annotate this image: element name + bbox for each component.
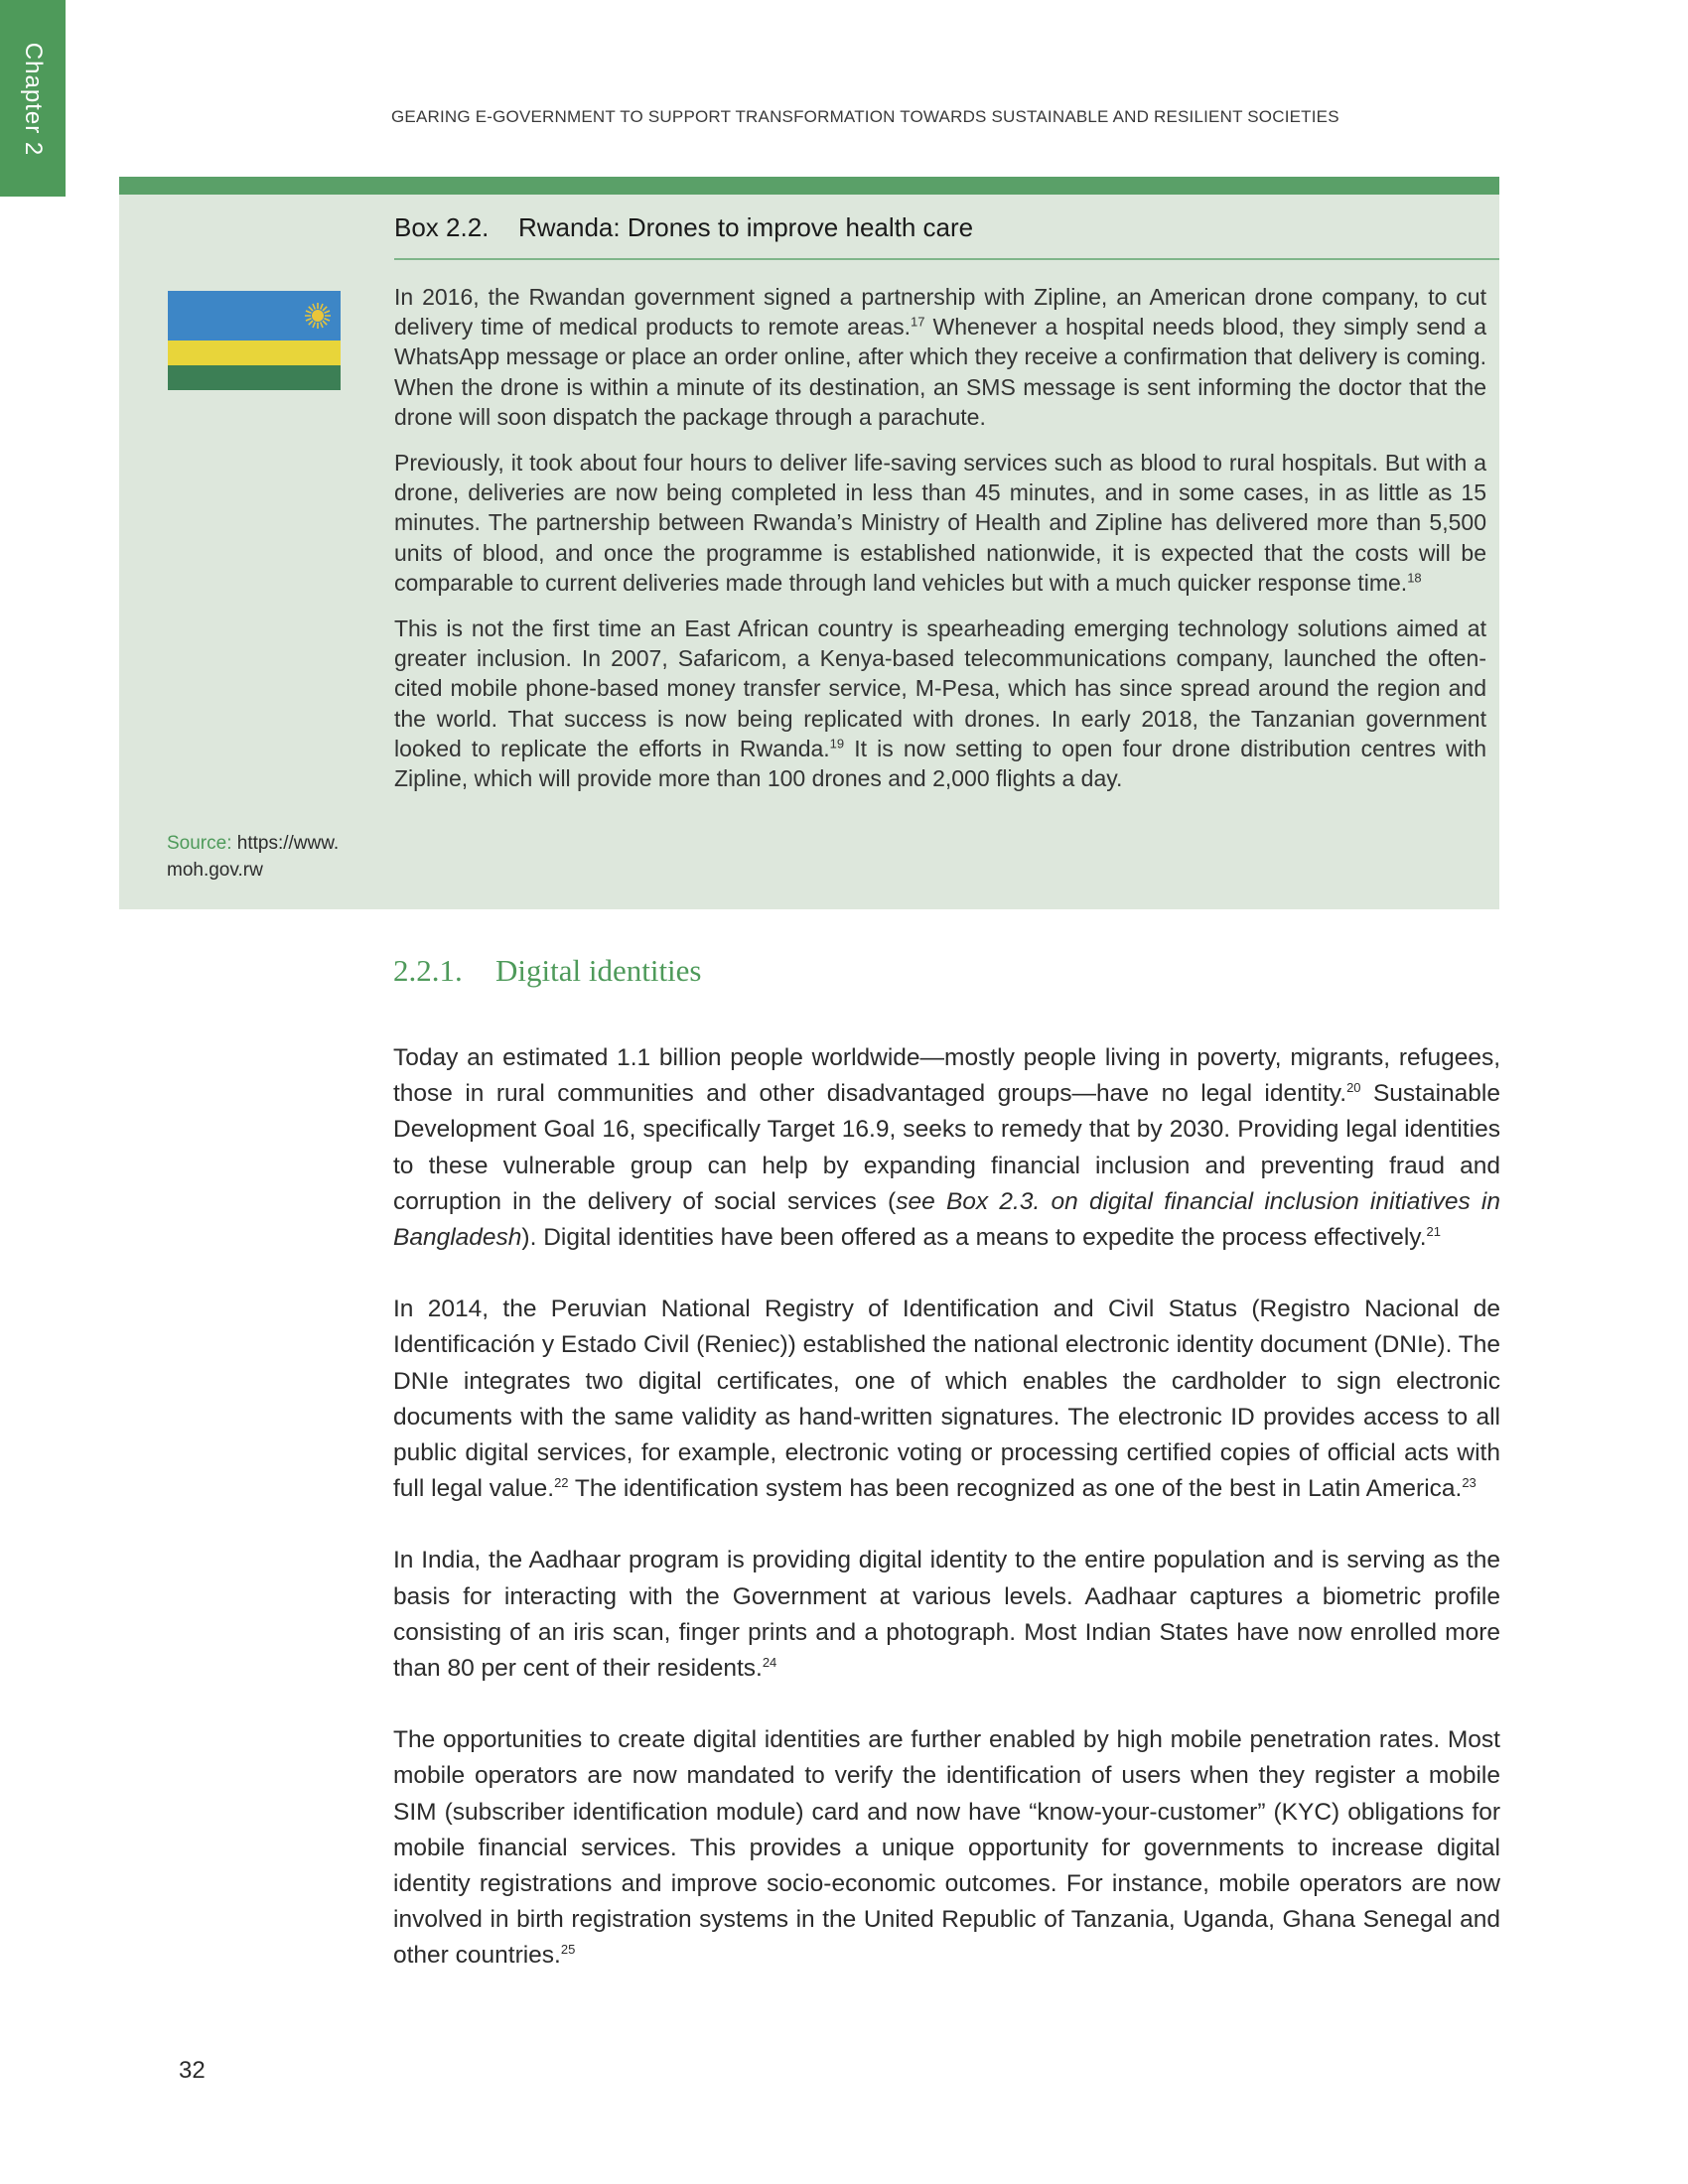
- section-heading: [393, 953, 702, 989]
- body-paragraph: In 2014, the Peruvian National Registry of Identification and Civil Status (Registro Nacional de Identificación y Estado Civil (Reniec)) established the national electronic identity document (DNIe). The DNIe integrates two digital certificates, one of which enables the cardholder to sign electronic documents with the same validity as hand-written signatures. The electronic ID provides access to all public digital services, for example, electronic voting or processing certified copies of official acts with full legal value.$^{22}$ The identification system has been recognized as one of the best in Latin America.$^{23}$: [393, 1296, 1500, 1503]
- running-header: GEARING E-GOVERNMENT TO SUPPORT TRANSFORMATION TOWARDS SUSTAINABLE AND RESILIENT SOCIETIES: [391, 107, 1339, 126]
- chapter-tab-label: Chapter 2: [20, 42, 47, 157]
- body-paragraph: The opportunities to create digital identities are further enabled by high mobile penetration rates. Most mobile operators are now mandated to verify the identification of users when they register a mobile SIM (subscriber identification module) card and now have “know-your-customer” (KYC) obligations for mobile financial services. This provides a unique opportunity for governments to increase digital identity registrations and improve socio-economic outcomes. For instance, mobile operators are now involved in birth registration systems in the United Republic of Tanzania, Uganda, Ghana Senegal and other countries.$^{25}$: [393, 1726, 1500, 1970]
- source-url-part-2[interactable]: moh.gov.rw: [167, 860, 263, 881]
- cross-reference[interactable]: see Box 2.3. on digital financial inclusion initiatives in Bangladesh: [393, 1187, 1500, 1252]
- section-title: Digital identities: [495, 953, 702, 988]
- box-number: Box 2.2.: [394, 212, 490, 242]
- box-title-text: Rwanda: Drones to improve health care: [518, 212, 974, 242]
- footnote-ref[interactable]: 22: [554, 1475, 569, 1491]
- footnote-ref[interactable]: 18: [1407, 570, 1422, 586]
- box-top-bar: [119, 177, 1499, 195]
- box-2-2: [119, 177, 1499, 909]
- box-title: [394, 212, 973, 243]
- box-paragraph: In 2016, the Rwandan government signed a partnership with Zipline, an American drone company, to cut delivery time of medical products to remote areas.$^{17}$ Whenever a hospital needs blood, they simply send a WhatsApp message or place an order online, after which they receive a confirmation that delivery is coming. When the drone is within a minute of its destination, an SMS message is sent informing the doctor that the drone will soon dispatch the package through a parachute.: [394, 284, 1487, 430]
- page-number: 32: [179, 2057, 206, 2084]
- section-number: 2.2.1.: [393, 953, 463, 988]
- box-title-rule: [394, 258, 1499, 260]
- footnote-ref[interactable]: 17: [911, 314, 925, 330]
- rwanda-flag-icon: [168, 291, 341, 390]
- footnote-ref[interactable]: 24: [762, 1654, 777, 1670]
- box-paragraph: Previously, it took about four hours to deliver life-saving services such as blood to rural hospitals. But with a drone, deliveries are now being completed in less than 45 minutes, and in some cases, in as little as 15 minutes. The partnership between Rwanda’s Ministry of Health and Zipline has delivered more than 5,500 units of blood, and once the programme is established nationwide, it is expected that the costs will be comparable to current deliveries made through land vehicles but with a much quicker response time.$^{18}$: [394, 450, 1486, 596]
- body-paragraph: Today an estimated 1.1 billion people worldwide—mostly people living in poverty, migrants, refugees, those in rural communities and other disadvantaged groups—have no legal identity.$^{20}$ Sustainable Development Goal 16, specifically Target 16.9, seeks to remedy that by 2030. Providing legal identities to these vulnerable group can help by expanding financial inclusion and preventing fraud and corruption in the delivery of social services (see Box 2.3. on digital financial inclusion initiatives in Bangladesh). Digital identities have been offered as a means to expedite the process effectively.$^{21}$: [393, 1044, 1500, 1252]
- footnote-ref[interactable]: 19: [829, 736, 845, 751]
- main-body: [393, 1040, 1500, 2010]
- box-body: [394, 282, 1486, 809]
- body-paragraph: In India, the Aadhaar program is providing digital identity to the entire population and is serving as the basis for interacting with the Government at various levels. Aadhaar captures a biometric profile consisting of an iris scan, finger prints and a photograph. Most Indian States have now enrolled more than 80 per cent of their residents.$^{24}$: [393, 1547, 1500, 1683]
- chapter-tab: [0, 0, 66, 197]
- footnote-ref[interactable]: 25: [560, 1942, 576, 1958]
- box-source: [167, 830, 365, 884]
- flag-green-band: [168, 365, 341, 390]
- source-label: Source:: [167, 833, 232, 854]
- footnote-ref[interactable]: 21: [1426, 1223, 1442, 1239]
- flag-sun-icon: [305, 303, 331, 329]
- source-url-part-1[interactable]: https://www.: [236, 833, 340, 854]
- flag-yellow-band: [168, 341, 341, 365]
- footnote-ref[interactable]: 23: [1462, 1475, 1477, 1491]
- footnote-ref[interactable]: 20: [1346, 1080, 1361, 1096]
- box-paragraph: This is not the first time an East African country is spearheading emerging technology solutions aimed at greater inclusion. In 2007, Safaricom, a Kenya-based telecommunications company, launched the often-cited mobile phone-based money transfer service, M-Pesa, which has since spread around the region and the world. That success is now being replicated with drones. In early 2018, the Tanzanian government looked to replicate the efforts in Rwanda.$^{19}$ It is now setting to open four drone distribution centres with Zipline, which will provide more than 100 drones and 2,000 flights a day.: [394, 615, 1486, 792]
